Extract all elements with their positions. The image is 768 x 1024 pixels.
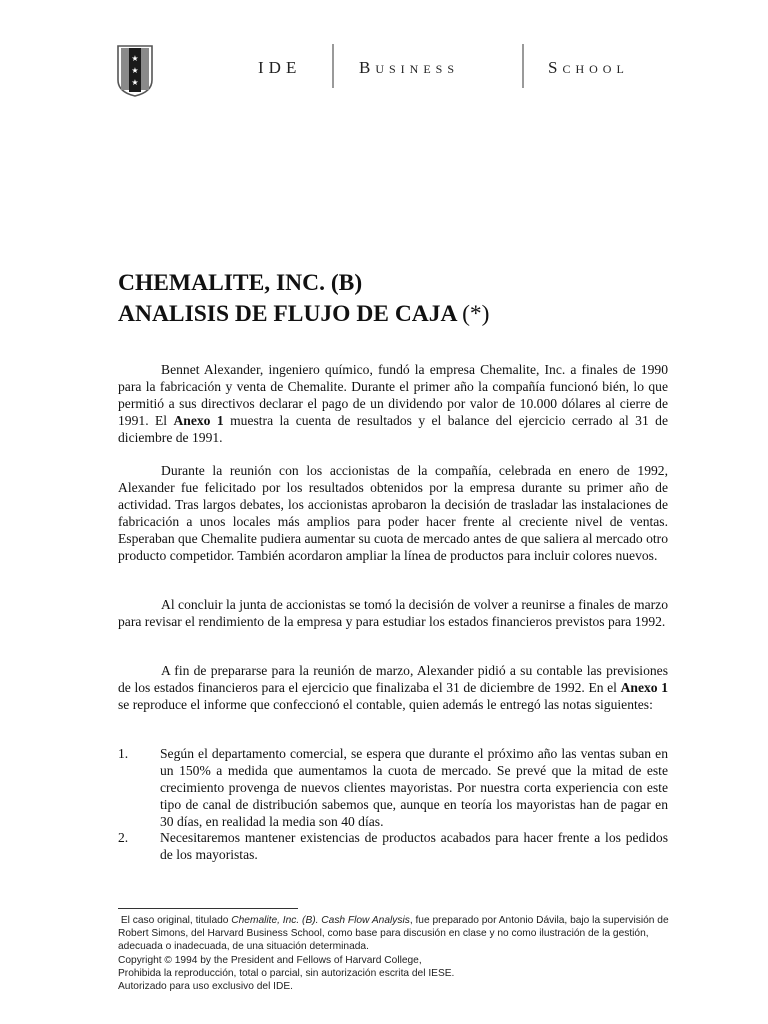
list-text: Según el departamento comercial, se espera que durante el próximo año las ventas suban en un 150% a medida que aumentamos la cuota de mercado. Se prevé que la mitad de este crecimiento provenga de nuevos clientes mayoristas. Por nuestra corta experiencia con este tipo de canal de distribución sabemos que, aunque en teoría los mayoristas han de pagar en 30 días, en realidad la media son 40 días. <box>160 746 668 829</box>
list-text: Necesitaremos mantener existencias de productos acabados para hacer frente a los pedidos de los mayoristas. <box>160 830 668 862</box>
title-line-2 <box>118 299 489 330</box>
footnote-prohibition: Prohibida la reproducción, total o parcial, sin autorización escrita del IESE. <box>118 967 455 979</box>
paragraph-4 <box>118 662 668 713</box>
annex-reference: Anexo 1 <box>620 680 668 695</box>
title-footnote-mark: (*) <box>462 301 490 327</box>
footnote-credit <box>118 914 670 954</box>
title-line-1: CHEMALITE, INC. (B) <box>118 270 363 296</box>
paragraph-text: se reproduce el informe que confeccionó el contable, quien además le entregó las notas siguientes: <box>118 697 653 712</box>
brand-school: School <box>548 58 629 77</box>
paragraph-2 <box>118 462 668 564</box>
brand-business: Business <box>359 58 460 77</box>
brand-divider <box>332 44 334 88</box>
list-item <box>118 829 668 863</box>
paragraph-text: Durante la reunión con los accionistas de la compañía, celebrada en enero de 1992, Alexander fue felicitado por los resultados obtenidos por la empresa durante su primer año de actividad. Tras largos debates, los accionistas aprobaron la decisión de trasladar las instalaciones de fabricación a unos locales más amplios para poder hacer frente al creciente nivel de ventas. Esperaban que Chemalite pudiera aumentar su cuota de mercado antes de que saliera al mercado otro producto competidor. También acordaron ampliar la línea de productos para incluir colores nuevos. <box>118 463 668 563</box>
footnote-copyright: Copyright © 1994 by the President and Fellows of Harvard College, <box>118 954 422 966</box>
footnote-divider <box>118 908 298 909</box>
paragraph-text: muestra la cuenta de resultados y el balance del ejercicio cerrado al 31 de diciembre de 1991. <box>118 413 668 445</box>
title-line-2-main: ANALISIS DE FLUJO DE CAJA <box>118 301 457 327</box>
brand-divider <box>522 44 524 88</box>
footnote <box>118 914 670 993</box>
footnote-case-title: Chemalite, Inc. (B). Cash Flow Analysis <box>231 915 410 926</box>
paragraph-text: Bennet Alexander, ingeniero químico, fundó la empresa Chemalite, Inc. a finales de 1990 para la fabricación y venta de Chemalite. Durante el primer año la compañía funcionó bién, lo que permitió a sus directivos declarar el pago de un dividendo por valor de 10.000 dólares al cierre de 1991. El <box>118 362 668 428</box>
paragraph-3 <box>118 596 668 630</box>
paragraph-text: Al concluir la junta de accionistas se tomó la decisión de volver a reunirse a finales de marzo para revisar el rendimiento de la empresa y para estudiar los estados financieros previstos para 1992. <box>118 597 668 629</box>
paragraph-1 <box>118 361 668 446</box>
list-number: 1. <box>118 746 129 761</box>
svg-text:★: ★ <box>131 54 139 63</box>
svg-text:★: ★ <box>131 66 139 75</box>
footnote-text: El caso original, titulado <box>120 915 232 926</box>
list-item <box>118 745 668 830</box>
shield-logo-icon <box>116 44 154 98</box>
brand-ide: IDE <box>258 58 302 77</box>
footnote-authorization: Autorizado para uso exclusivo del IDE. <box>118 981 293 993</box>
annex-reference: Anexo 1 <box>173 413 224 428</box>
list-number: 2. <box>118 830 129 845</box>
document-title <box>118 268 489 330</box>
footnote-text: , fue preparado por Antonio Dávila, bajo la supervisión de Robert Simons, del Harvard Business School, como base para discusión en clase y no como ilustración de la gestión, adecuada o inadecuada, de una situación determinada. <box>118 915 669 953</box>
paragraph-text: A fin de prepararse para la reunión de marzo, Alexander pidió a su contable las previsiones de los estados financieros para el ejercicio que finalizaba el 31 de diciembre de 1992. En el <box>118 663 668 695</box>
svg-text:★: ★ <box>131 78 139 87</box>
